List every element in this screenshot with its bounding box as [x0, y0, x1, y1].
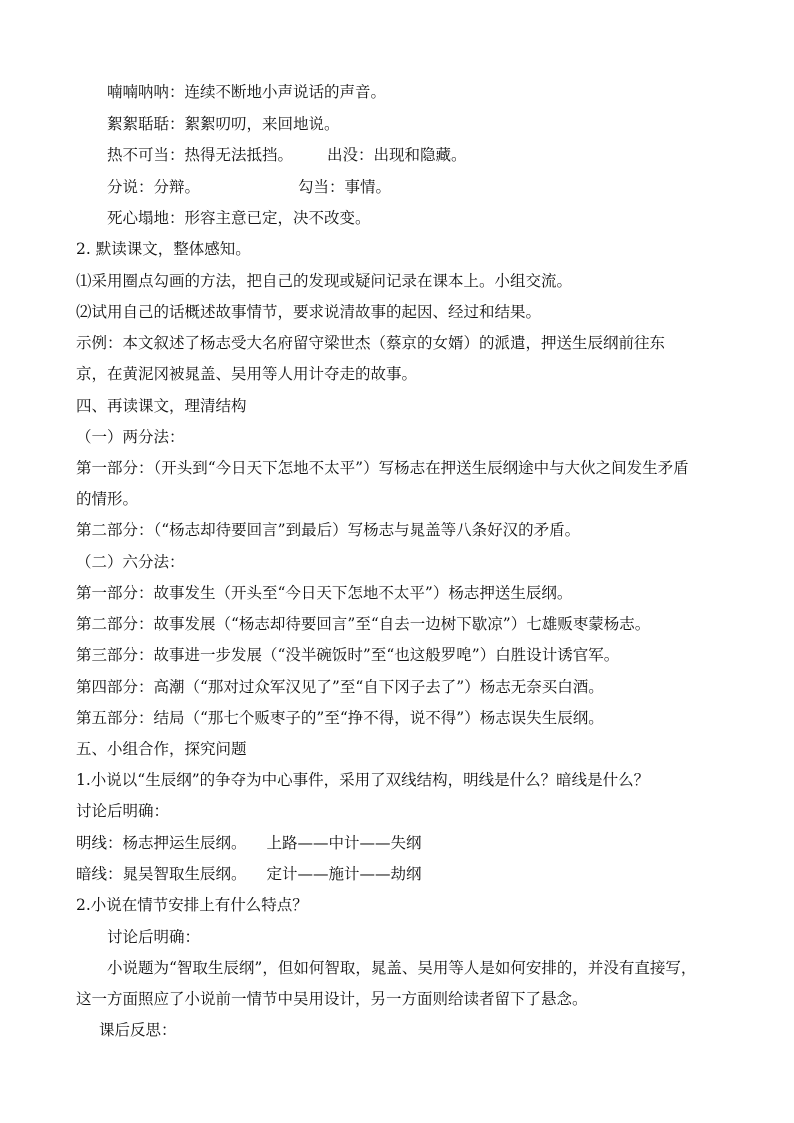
- two-part-title: （一）两分法：: [76, 428, 185, 446]
- vocab-line-5: 死心塌地：形容主意已定，决不改变。: [107, 209, 371, 227]
- vocab-term-fen-shuo: 分说：分辩。: [107, 178, 201, 196]
- two-part-2: 第二部分：（“杨志却待要回言”到最后）写杨志与晁盖等八条好汉的矛盾。: [76, 521, 581, 539]
- example-line-1: 示例：本文叙述了杨志受大名府留守梁世杰（蔡京的女婿）的派遣，押送生辰纲前往东: [76, 334, 666, 352]
- six-part-5: 第五部分：结局（“那七个贩枣子的”至“挣不得，说不得”）杨志误失生辰纲。: [76, 709, 604, 727]
- bright-line-sequence: 上路——中计——失纲: [266, 834, 422, 852]
- question-2: 2.小说在情节安排上有什么特点？: [76, 896, 308, 914]
- vocab-line-3: [107, 145, 467, 165]
- section-heading-structure: 四、再读课文，理清结构: [76, 397, 247, 415]
- example-line-2: 京，在黄泥冈被晁盖、吴用等人用计夺走的故事。: [76, 365, 418, 383]
- six-part-2: 第二部分：故事发展（“杨志却待要回言”至“自去一边树下歇凉”）七雄贩枣蒙杨志。: [76, 615, 651, 633]
- question-2-answer-line-1: 小说题为“智取生辰纲”，但如何智取，晁盖、吴用等人是如何安排的，并没有直接写，: [107, 959, 697, 977]
- read-item-1: ⑴采用圈点勾画的方法，把自己的发现或疑问记录在课本上。小组交流。: [76, 272, 573, 290]
- question-2-answer-line-2: 这一方面照应了小说前一情节中吴用设计，另一方面则给读者留下了悬念。: [76, 990, 588, 1008]
- vocab-term-re-bu-ke-dang: 热不可当：热得无法抵挡。: [107, 146, 294, 164]
- six-part-4: 第四部分：高潮（“那对过众军汉见了”至“自下冈子去了”）杨志无奈买白酒。: [76, 678, 604, 696]
- six-part-title: （二）六分法：: [76, 553, 185, 571]
- vocab-line-4: [107, 177, 391, 197]
- two-part-1-line-1: 第一部分：（开头到“今日天下怎地不太平”）写杨志在押送生辰纲途中与大伙之间发生矛盾: [76, 459, 689, 477]
- reflection-label: 课后反思：: [99, 1021, 177, 1039]
- bright-line-label: 明线：杨志押运生辰纲。: [76, 834, 247, 852]
- vocab-term-chu-mo: 出没：出现和隐藏。: [327, 146, 467, 164]
- read-item-2: ⑵试用自己的话概述故事情节，要求说清故事的起因、经过和结果。: [76, 303, 542, 321]
- question-1: 1.小说以“生辰纲”的争夺为中心事件，采用了双线结构，明线是什么？暗线是什么？: [76, 771, 650, 789]
- vocab-line-1: 喃喃呐呐：连续不断地小声说话的声音。: [107, 83, 387, 101]
- two-part-1-line-2: 的情形。: [76, 490, 139, 508]
- vocab-line-2: 絮絮聒聒：絮絮叨叨，来回地说。: [107, 115, 340, 133]
- six-part-1: 第一部分：故事发生（开头至“今日天下怎地不太平”）杨志押送生辰纲。: [76, 584, 573, 602]
- question-1-discuss: 讨论后明确：: [76, 802, 170, 820]
- bright-line: [76, 833, 422, 853]
- dark-line: [76, 864, 422, 884]
- dark-line-sequence: 定计——施计——劫纲: [266, 865, 422, 883]
- read-heading: 2. 默读课文，整体感知。: [76, 240, 251, 258]
- section-heading-group: 五、小组合作，探究问题: [76, 740, 247, 758]
- vocab-term-gou-dang: 勾当：事情。: [298, 178, 392, 196]
- question-2-discuss: 讨论后明确：: [107, 928, 201, 946]
- dark-line-label: 暗线：晁吴智取生辰纲。: [76, 865, 247, 883]
- six-part-3: 第三部分：故事进一步发展（“没半碗饭时”至“也这般罗唣”）白胜设计诱官军。: [76, 646, 620, 664]
